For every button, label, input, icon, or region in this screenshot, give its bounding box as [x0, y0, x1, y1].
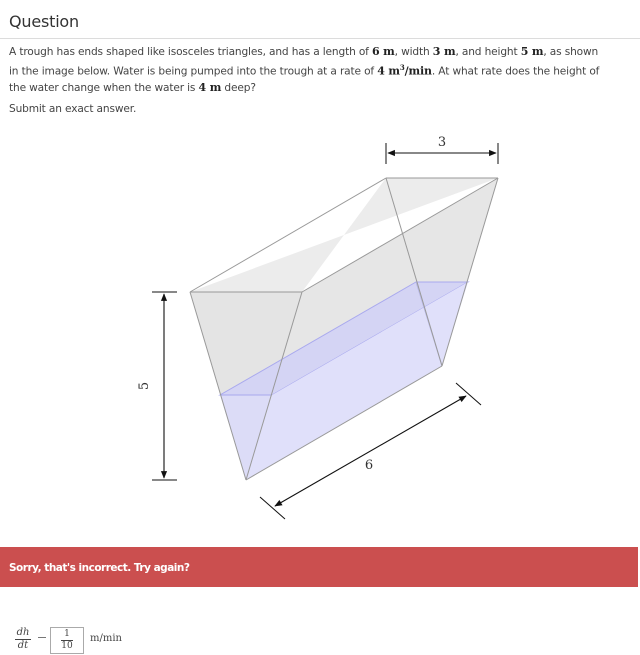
- width-value: 3 m: [432, 45, 456, 58]
- answer-unit: m/min: [90, 633, 122, 644]
- length-value: 6 m: [371, 45, 395, 58]
- prompt-text-d: , as shown in the image below. Water is being pumped into the trough at a rate of: [9, 46, 599, 78]
- rate-exponent: 3: [399, 63, 405, 72]
- prompt-text-c: , and height: [455, 46, 521, 58]
- height-label: 5: [137, 381, 152, 391]
- answer-denominator: 10: [61, 641, 73, 651]
- height-value: 5 m: [520, 45, 544, 58]
- equals-sign: [38, 637, 46, 638]
- rate-unit: /min: [404, 64, 432, 78]
- answer-input[interactable]: [50, 627, 84, 654]
- width-label: 3: [437, 135, 447, 150]
- length-label: 6: [364, 458, 374, 473]
- lhs-numerator: dh: [16, 627, 30, 638]
- prompt-text-e: . At what rate does the height of the water change when the water is: [9, 65, 600, 94]
- prompt-text-a: A trough has ends shaped like isosceles triangles, and has a length of: [9, 46, 372, 58]
- answer-numerator: 1: [64, 629, 70, 639]
- lhs-denominator: dt: [17, 640, 29, 651]
- prompt-text-f: deep?: [221, 81, 256, 94]
- rate-value: 4 m: [377, 64, 400, 78]
- question-title: Question: [9, 12, 79, 31]
- width-dimension: [386, 135, 498, 164]
- feedback-message: Sorry, that's incorrect. Try again?: [9, 562, 190, 574]
- depth-value: 4 m: [198, 80, 222, 94]
- instruction-text: Submit an exact answer.: [9, 103, 137, 115]
- prompt-text-b: , width: [394, 46, 433, 58]
- height-dimension: [137, 292, 177, 480]
